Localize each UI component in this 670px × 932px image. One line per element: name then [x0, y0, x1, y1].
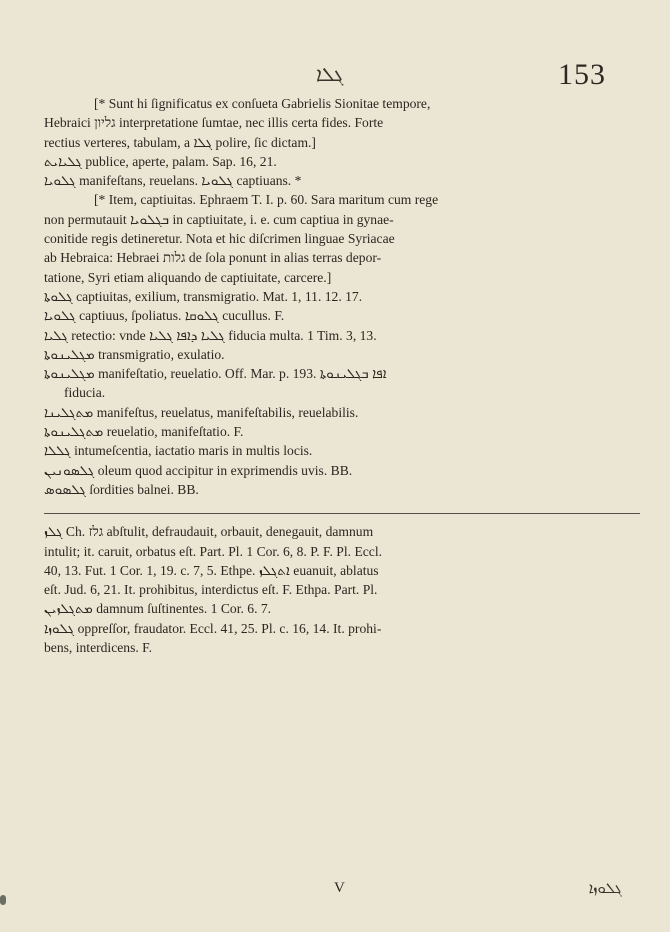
page-smudge: [0, 895, 6, 905]
text-line: rectius verteres, tabulam, a ܓܠܐ polire, ſic dictam.]: [44, 134, 316, 150]
text-line: ܓܠܠܐ intumeſcentia, iactatio maris in multis locis.: [44, 443, 313, 459]
text-line: ܓܠܣܘܢܝܢ oleum quod accipitur in exprimendis uvis. BB.: [44, 462, 353, 478]
text-line: ܡܬܓܠܙܝܢ damnum ſuſtinentes. 1 Cor. 6. 7.: [44, 601, 272, 617]
text-line: ܓܠܣܘܣ ſordities balnei. BB.: [44, 481, 199, 497]
text-line: fiducia.: [64, 385, 106, 401]
text-line: ܓܠܝܐ retectio: vnde ܓܠܝܐ ܕܐܦܐ ܓܠܝܐ fiducia multa. 1 Tim. 3, 13.: [44, 327, 377, 343]
text-line: Hebraici גליון interpretatione ſumtae, nec illis certa fides. Forte: [44, 115, 384, 131]
text-line: tatione, Syri etiam aliquando de captiuitate, carcere.]: [44, 269, 332, 285]
text-line: ܡܬܓܠܝܢܘܬܐ reuelatio, manifeſtatio. F.: [44, 424, 244, 440]
text-line: [* Sunt hi ſignificatus ex conſueta Gabrielis Sionitae tempore,: [94, 96, 431, 111]
text-line: ܓܠܘܬܐ captiuitas, exilium, transmigratio. Mat. 1, 11. 12. 17.: [44, 288, 363, 304]
page-number: 153: [558, 58, 606, 91]
running-head-syriac: ܓܠܐ: [316, 64, 344, 86]
text-line: ܓܠܙ Ch. גלז abſtulit, defraudauit, orbauit, denegauit, damnum: [44, 524, 374, 540]
signature-mark: V: [334, 880, 345, 896]
text-line: ܓܠܘܝܐ manifeſtans, reuelans. ܓܠܘܝܐ captiuans. *: [44, 173, 302, 189]
page-footer: [44, 880, 642, 902]
text-line: eſt. Jud. 6, 21. It. prohibitus, interdictus eſt. F. Ethpa. Part. Pl.: [44, 582, 378, 598]
text-line: ܓܠܘܙܐ oppreſſor, fraudator. Eccl. 41, 25. Pl. c. 16, 14. It. prohi-: [44, 620, 382, 636]
section-spacer: [44, 499, 642, 507]
text-line: ܡܬܓܠܝܢܐ manifeſtus, reuelatus, manifeſtabilis, reuelabilis.: [44, 404, 359, 420]
text-line: 40, 13. Fut. 1 Cor. 1, 19. c. 7, 5. Ethpe. ܐܬܓܠܙ euanuit, ablatus: [44, 562, 379, 578]
text-line: non permutauit ܒܓܠܘܝܐ in captiuitate, i. e. cum captiua in gynae-: [44, 211, 394, 227]
text-line: ܓܠܝܐܝܬ publice, aperte, palam. Sap. 16, 21.: [44, 153, 277, 169]
catchword: ܓܠܘܙܐ: [588, 881, 622, 897]
section-divider: [44, 513, 640, 514]
text-line: [* Item, captiuitas. Ephraem T. I. p. 60. Sara maritum cum rege: [94, 192, 439, 208]
text-line: conitide regis detineretur. Nota et hic diſcrimen linguae Syriacae: [44, 231, 395, 247]
text-line: ܡܓܠܝܢܘܬܐ transmigratio, exulatio.: [44, 346, 225, 362]
text-line: ܡܓܠܝܢܘܬܐ manifeſtatio, reuelatio. Off. Mar. p. 193. ܐܦܐ ܒܓܠܝܢܘܬܐ: [44, 366, 387, 382]
text-line: ܓܠܘܝܐ captiuus, ſpoliatus. ܓܠܘܩܐ cucullus. F.: [44, 308, 285, 324]
text-line: ab Hebraica: Hebraei גלות de ſola ponunt in alias terras depor-: [44, 250, 382, 266]
dictionary-text: [44, 94, 642, 657]
text-line: bens, interdicens. F.: [44, 640, 153, 656]
text-line: intulit; it. caruit, orbatus eſt. Part. Pl. 1 Cor. 6, 8. P. F. Pl. Eccl.: [44, 543, 382, 559]
